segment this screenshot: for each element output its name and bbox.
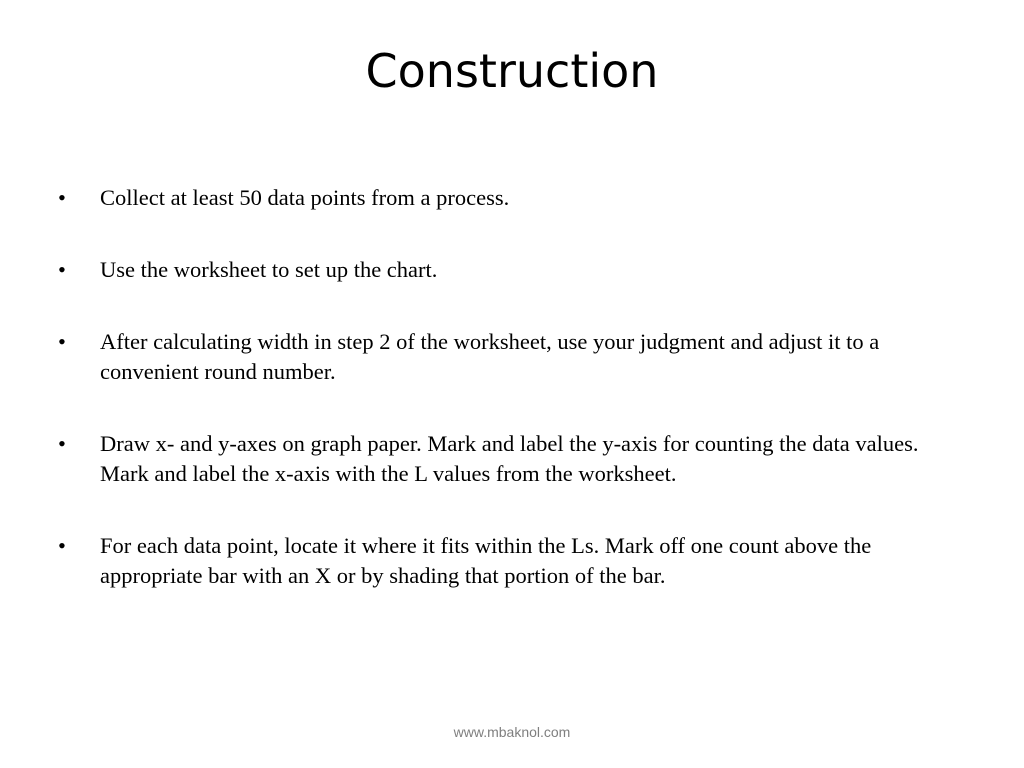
bullet-text: After calculating width in step 2 of the worksheet, use your judgment and adjust it to a convenient round number. [100, 329, 880, 384]
bullet-item [58, 327, 958, 387]
slide-title: Construction [365, 44, 659, 98]
bullet-icon: • [58, 185, 66, 210]
bullet-icon: • [58, 533, 66, 558]
bullet-item [58, 429, 958, 489]
bullet-item [58, 255, 958, 285]
bullet-text: Collect at least 50 data points from a process. [100, 185, 510, 210]
bullet-list [58, 183, 958, 633]
bullet-icon: • [58, 329, 66, 354]
bullet-text: Draw x- and y-axes on graph paper. Mark and label the y-axis for counting the data values. Mark and label the x-axis with the L values from the worksheet. [100, 431, 919, 486]
bullet-item [58, 531, 958, 591]
bullet-icon: • [58, 257, 66, 282]
bullet-text: For each data point, locate it where it fits within the Ls. Mark off one count above the appropriate bar with an X or by shading that portion of the bar. [100, 533, 872, 588]
footer-url: www.mbaknol.com [453, 724, 571, 740]
bullet-item [58, 183, 958, 213]
bullet-icon: • [58, 431, 66, 456]
bullet-text: Use the worksheet to set up the chart. [100, 257, 438, 282]
